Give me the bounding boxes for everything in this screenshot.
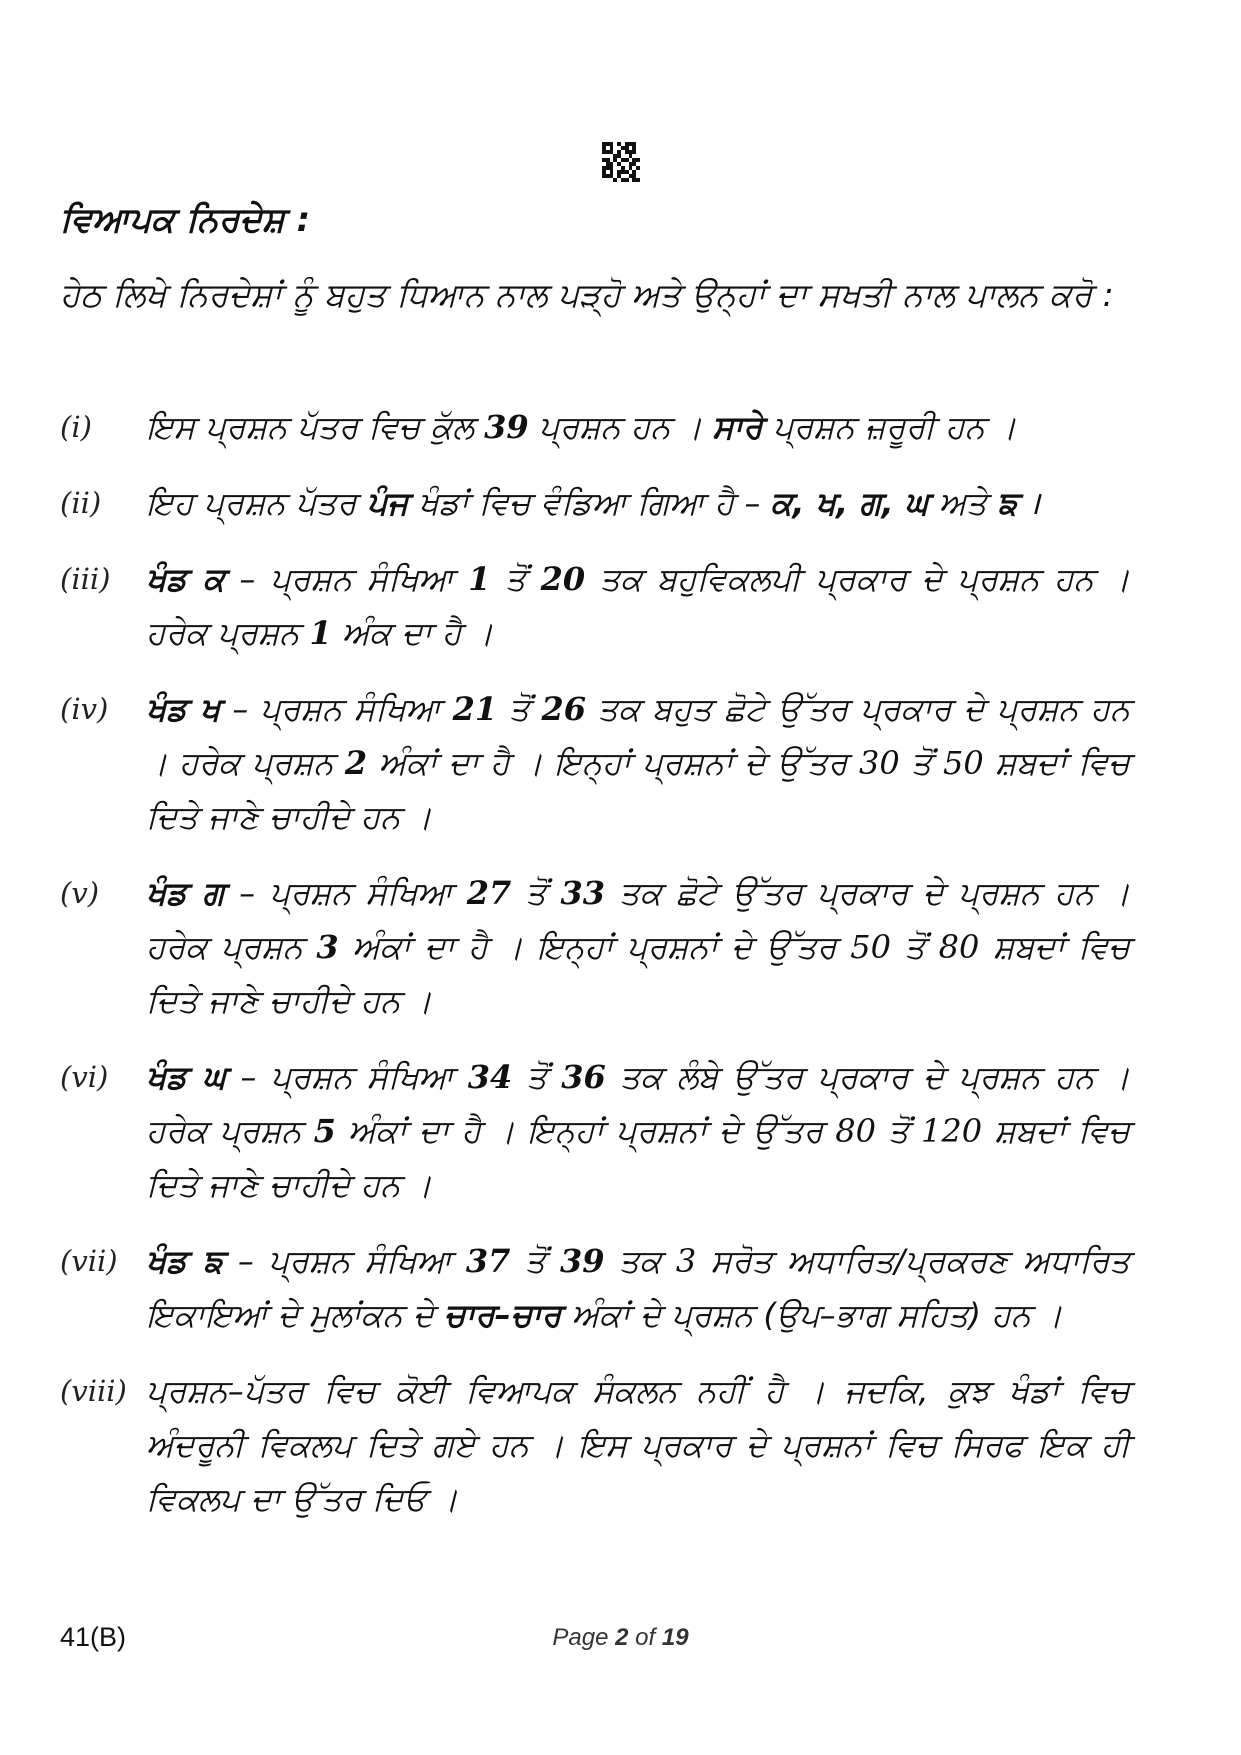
text-run: ਤਕ: [604, 1242, 676, 1280]
section-label: ਖੰਡ ਘ: [146, 1058, 227, 1096]
text-run: ਅੰਕਾਂ ਦਾ ਹੈ । ਇਨ੍ਹਾਂ ਪ੍ਰਸ਼ਨਾਂ ਦੇ ਉੱਤਰ: [338, 928, 851, 966]
number-bold: 26: [541, 690, 586, 728]
number-regular: 30: [859, 744, 900, 782]
instruction-item-iv: [60, 682, 1130, 844]
item-number: (i): [60, 410, 92, 444]
number-bold: 27: [466, 874, 512, 912]
instruction-item-ii: [60, 476, 1130, 530]
number-bold: 1: [309, 614, 332, 652]
number-regular: 50: [943, 744, 984, 782]
text-run: ਤੋਂ: [511, 874, 561, 912]
text-run: ਤੋਂ: [490, 560, 541, 598]
instruction-item-v: [60, 866, 1130, 1028]
item-text: [146, 1050, 1130, 1212]
text-run: – ਪ੍ਰਸ਼ਨ ਸੰਖਿਆ: [226, 1058, 468, 1096]
item-number: (ii): [60, 486, 102, 520]
section-label: ਖੰਡ ਖ: [146, 690, 221, 728]
page-current: 2: [615, 1624, 629, 1651]
instruction-item-vi: [60, 1050, 1130, 1212]
qr-code-icon: [602, 142, 640, 182]
instruction-item-iii: [60, 552, 1130, 660]
text-run: ਤੋਂ: [890, 928, 939, 966]
item-number: (iii): [60, 562, 111, 596]
text-run: ਸ਼ਬਦਾਂ ਵਿਚ ਦਿਤੇ ਜਾਣੇ ਚਾਹੀਦੇ ਹਨ ।: [146, 744, 1130, 836]
section-label: ਖੰਡ ਗ: [146, 874, 225, 912]
section-letter-last: ਙ: [996, 484, 1018, 522]
text-run: – ਪ੍ਰਸ਼ਨ ਸੰਖਿਆ: [220, 690, 453, 728]
text-run: – ਪ੍ਰਸ਼ਨ ਸੰਖਿਆ: [224, 874, 467, 912]
text-run: ਅੰਕਾਂ ਦਾ ਹੈ । ਇਨ੍ਹਾਂ ਪ੍ਰਸ਼ਨਾਂ ਦੇ ਉੱਤਰ: [335, 1112, 836, 1150]
text-run: – ਪ੍ਰਸ਼ਨ ਸੰਖਿਆ: [224, 560, 469, 598]
item-number: (viii): [60, 1374, 127, 1408]
number-regular: 50: [850, 928, 891, 966]
number-bold: 33: [560, 874, 606, 912]
number-bold: 3: [316, 928, 339, 966]
emphasis-five: ਪੰਜ: [366, 484, 409, 522]
number-bold: 21: [452, 690, 498, 728]
text-run: ਤੋਂ: [899, 744, 944, 782]
item-text: [146, 1234, 1130, 1342]
question-count: 39: [484, 408, 529, 446]
paper-code: 41(B): [60, 1622, 127, 1652]
instruction-item-vii: [60, 1234, 1130, 1342]
text-run: ।: [1017, 484, 1041, 522]
text-run: ਤੋਂ: [510, 1242, 560, 1280]
page-number: [0, 1624, 1241, 1652]
number-bold: 39: [559, 1242, 605, 1280]
emphasis-all: ਸਾਰੇ: [712, 408, 763, 446]
number-bold: 36: [561, 1058, 606, 1096]
text-run: ਸ਼ਬਦਾਂ ਵਿਚ ਦਿਤੇ ਜਾਣੇ ਚਾਹੀਦੇ ਹਨ ।: [146, 928, 1131, 1020]
number-regular: 3: [675, 1242, 697, 1280]
text-run: ਪ੍ਰਸ਼ਨ ਹਨ ।: [528, 408, 713, 446]
section-label: ਖੰਡ ਙ: [146, 1242, 224, 1280]
number-bold: 37: [465, 1242, 511, 1280]
number-regular: 120: [921, 1112, 983, 1150]
instructions-intro: ਹੇਠ ਲਿਖੇ ਨਿਰਦੇਸ਼ਾਂ ਨੂੰ ਬਹੁਤ ਧਿਆਨ ਨਾਲ ਪੜ੍ਹੋ ਅਤੇ ਉਨ੍ਹਾਂ ਦਾ ਸਖਤੀ ਨਾਲ ਪਾਲਨ ਕਰੋ :: [60, 275, 1114, 314]
text-run: ਅੰਕ ਦਾ ਹੈ ।: [331, 614, 494, 652]
item-text: [146, 552, 1130, 660]
page-total: 19: [661, 1624, 689, 1651]
item-number: (vii): [60, 1244, 118, 1278]
text-run: ਤੋਂ: [497, 690, 542, 728]
item-text: [146, 476, 1130, 530]
number-regular: 80: [835, 1112, 877, 1150]
emphasis-four-each: ਚਾਰ–ਚਾਰ: [444, 1296, 562, 1334]
general-instructions-heading: ਵਿਆਪਕ ਨਿਰਦੇਸ਼ :: [60, 200, 311, 240]
instruction-item-viii: [60, 1364, 1130, 1526]
number-bold: 2: [344, 744, 368, 782]
number-bold: 1: [468, 560, 491, 598]
section-label: ਖੰਡ ਕ: [146, 560, 225, 598]
text-run: ਅਤੇ: [928, 484, 997, 522]
number-bold: 34: [467, 1058, 513, 1096]
text-run: ਸ਼ਬਦਾਂ ਵਿਚ ਦਿਤੇ ਜਾਣੇ ਚਾਹੀਦੇ ਹਨ ।: [146, 1112, 1130, 1204]
number-regular: 80: [938, 928, 980, 966]
text-run: ਅੰਕਾਂ ਦੇ ਪ੍ਰਸ਼ਨ (ਉਪ–ਭਾਗ ਸਹਿਤ) ਹਨ ।: [561, 1296, 1063, 1334]
text-run: ਤਕ ਲੰਬੇ ਉੱਤਰ ਪ੍ਰਕਾਰ ਦੇ ਪ੍ਰਸ਼ਨ ਹਨ । ਹਰੇਕ ਪ੍ਰਸ਼ਨ: [146, 1058, 1130, 1150]
page-word: Page: [552, 1624, 616, 1651]
text-run: – ਪ੍ਰਸ਼ਨ ਸੰਖਿਆ: [223, 1242, 466, 1280]
item-number: (iv): [60, 692, 109, 726]
text-run: ਇਸ ਪ੍ਰਸ਼ਨ ਪੱਤਰ ਵਿਚ ਕੁੱਲ: [146, 408, 485, 446]
text-run: ਅੰਕਾਂ ਦਾ ਹੈ । ਇਨ੍ਹਾਂ ਪ੍ਰਸ਼ਨਾਂ ਦੇ ਉੱਤਰ: [367, 744, 860, 782]
item-text: [146, 866, 1130, 1028]
instruction-list: [60, 400, 1130, 1548]
text-run: ਤੋਂ: [876, 1112, 921, 1150]
item-number: (v): [60, 876, 100, 910]
text-run: ਸਰੋਤ ਅਧਾਰਿਤ/ਪ੍ਰਕਰਣ ਅਧਾਰਿਤ ਇਕਾਇਆਂ ਦੇ ਮੁਲਾਂਕਨ ਦੇ: [146, 1242, 1131, 1334]
item-text: [146, 400, 1130, 454]
text-run: ਤਕ ਛੋਟੇ ਉੱਤਰ ਪ੍ਰਕਾਰ ਦੇ ਪ੍ਰਸ਼ਨ ਹਨ । ਹਰੇਕ ਪ੍ਰਸ਼ਨ: [146, 874, 1130, 966]
text-run: ਖੰਡਾਂ ਵਿਚ ਵੰਡਿਆ ਗਿਆ ਹੈ –: [408, 484, 771, 522]
item-text: [146, 682, 1130, 844]
page-of: of: [628, 1624, 662, 1651]
item-number: (vi): [60, 1060, 109, 1094]
number-bold: 20: [540, 560, 586, 598]
text-run: ਇਹ ਪ੍ਰਸ਼ਨ ਪੱਤਰ: [146, 484, 367, 522]
instruction-item-i: [60, 400, 1130, 454]
text-run: ਪ੍ਰਸ਼ਨ–ਪੱਤਰ ਵਿਚ ਕੋਈ ਵਿਆਪਕ ਸੰਕਲਨ ਨਹੀਂ ਹੈ । ਜਦਕਿ, ਕੁਝ ਖੰਡਾਂ ਵਿਚ ਅੰਦਰੂਨੀ ਵਿਕਲਪ ਦਿਤੇ ਗਏ ਹਨ । ਇਸ ਪ੍ਰਕਾਰ ਦੇ ਪ੍ਰਸ਼ਨਾਂ ਵਿਚ ਸਿਰਫ ਇਕ ਹੀ ਵਿਕਲਪ ਦਾ ਉੱਤਰ ਦਿਓ ।: [146, 1372, 1130, 1518]
text-run: ਤੋਂ: [512, 1058, 562, 1096]
text-run: ਤਕ ਬਹੁਤ ਛੋਟੇ ਉੱਤਰ ਪ੍ਰਕਾਰ ਦੇ ਪ੍ਰਸ਼ਨ ਹਨ । ਹਰੇਕ ਪ੍ਰਸ਼ਨ: [146, 690, 1130, 782]
text-run: ਪ੍ਰਸ਼ਨ ਜ਼ਰੂਰੀ ਹਨ ।: [762, 408, 1017, 446]
number-bold: 5: [313, 1112, 336, 1150]
text-run: ਤਕ ਬਹੁਵਿਕਲਪੀ ਪ੍ਰਕਾਰ ਦੇ ਪ੍ਰਸ਼ਨ ਹਨ । ਹਰੇਕ ਪ੍ਰਸ਼ਨ: [146, 560, 1130, 652]
item-text: [146, 1364, 1130, 1526]
section-letters: ਕ, ਖ, ਗ, ਘ: [770, 484, 929, 522]
